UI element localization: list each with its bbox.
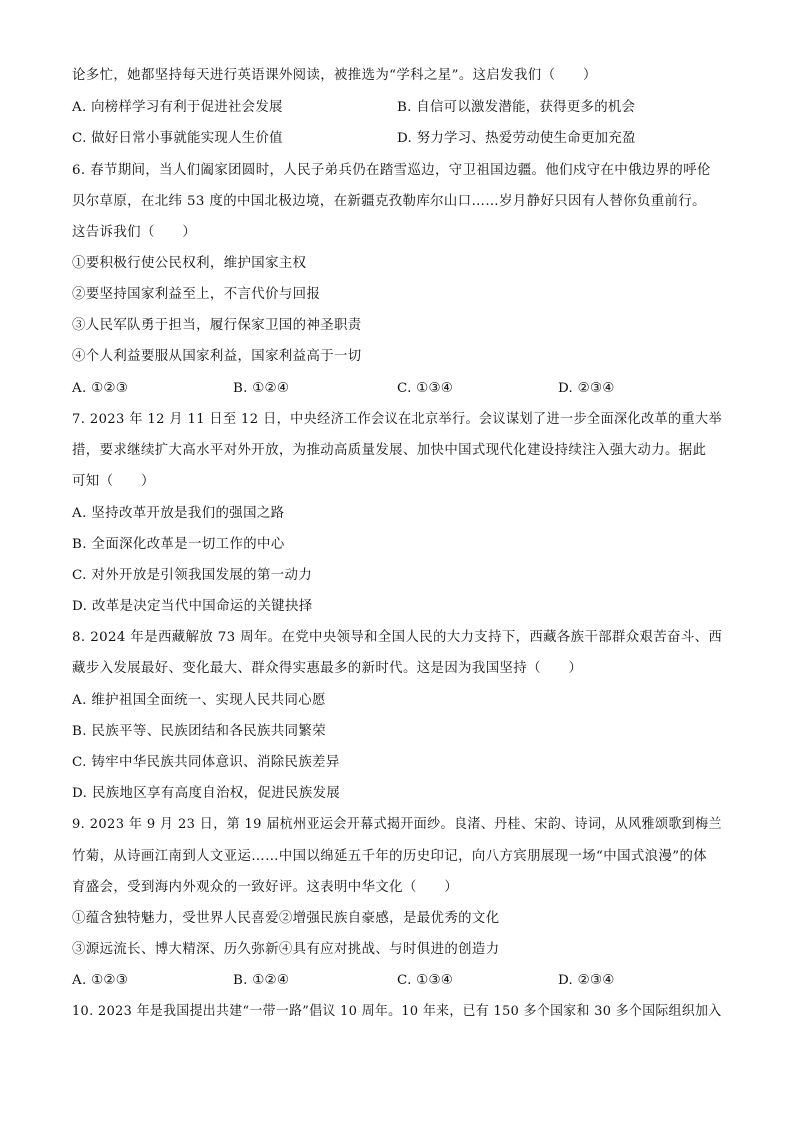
- q7-option-b: B. 全面深化改革是一切工作的中心: [72, 537, 285, 552]
- q7-option-c: C. 对外开放是引领我国发展的第一动力: [72, 568, 313, 583]
- q6-stem-line-1: 6. 春节期间，当人们阖家团圆时，人民子弟兵仍在踏雪巡边，守卫祖国边疆。他们戍守在中俄边界的呼伦: [72, 163, 711, 178]
- q9-stem-line-3: 育盛会，受到海内外观众的一致好评。这表明中华文化（ ）: [72, 880, 459, 895]
- q8-option-d: D. 民族地区享有高度自治权，促进民族发展: [72, 786, 341, 801]
- q9-statements-line-2: ③源远流长、博大精深、历久弥新④具有应对挑战、与时俱进的创造力: [72, 942, 500, 957]
- q10-stem-line-1: 10. 2023 年是我国提出共建“一带一路”倡议 10 周年。10 年来，已有 150 多个国家和 30 多个国际组织加入: [72, 1004, 722, 1019]
- q6-stem-line-2: 贝尔草原，在北纬 53 度的中国北极边境，在新疆克孜勒库尔山口……岁月静好只因有人替你负重前行。: [72, 194, 706, 209]
- q9-choice-b: B. ①②④: [233, 973, 290, 988]
- q6-statement-3: ③人民军队勇于担当，履行保家卫国的神圣职责: [72, 318, 362, 333]
- q9-choice-d: D. ②③④: [558, 973, 615, 988]
- q7-stem-line-3: 可知（ ）: [72, 474, 155, 489]
- q8-stem-line-1: 8. 2024 年是西藏解放 73 周年。在党中央领导和全国人民的大力支持下，西藏各族干部群众艰苦奋斗、西: [72, 630, 723, 645]
- q9-stem-line-1: 9. 2023 年 9 月 23 日，第 19 届杭州亚运会开幕式揭开面纱。良渚、丹桂、宋韵、诗词，从风雅颂歌到梅兰: [72, 817, 722, 832]
- q9-choice-c: C. ①③④: [397, 973, 454, 988]
- q6-choice-c: C. ①③④: [397, 381, 454, 396]
- q6-stem-line-3: 这告诉我们（ ）: [72, 225, 197, 240]
- q8-option-c: C. 铸牢中华民族共同体意识、消除民族差异: [72, 755, 340, 770]
- q6-statement-1: ①要积极行使公民权利，维护国家主权: [72, 256, 307, 271]
- q8-option-b: B. 民族平等、民族团结和各民族共同繁荣: [72, 724, 326, 739]
- q9-statements-line-1: ①蕴含独特魅力，受世界人民喜爱②增强民族自豪感，是最优秀的文化: [72, 911, 500, 926]
- q5-option-b: B. 自信可以激发潜能，获得更多的机会: [397, 100, 636, 115]
- q7-option-a: A. 坚持改革开放是我们的强国之路: [72, 506, 285, 521]
- q7-stem-line-1: 7. 2023 年 12 月 11 日至 12 日，中央经济工作会议在北京举行。会议谋划了进一步全面深化改革的重大举: [72, 412, 723, 427]
- q6-statement-4: ④个人利益要服从国家利益，国家利益高于一切: [72, 349, 362, 364]
- q5-option-c: C. 做好日常小事就能实现人生价值: [72, 131, 283, 146]
- q6-choice-d: D. ②③④: [558, 381, 615, 396]
- q6-choice-a: A. ①②③: [72, 381, 128, 396]
- q5-option-d: D. 努力学习、热爱劳动使生命更加充盈: [397, 131, 636, 146]
- q9-choice-a: A. ①②③: [72, 973, 128, 988]
- q5-option-a: A. 向榜样学习有利于促进社会发展: [72, 100, 283, 115]
- q6-statement-2: ②要坚持国家利益至上，不言代价与回报: [72, 287, 321, 302]
- q9-stem-line-2: 竹菊，从诗画江南到人文亚运……中国以绵延五千年的历史印记，向八方宾朋展现一场“中国式浪漫”的体: [72, 849, 708, 864]
- q7-stem-line-2: 措，要求继续扩大高水平对外开放，为推动高质量发展、加快中国式现代化建设持续注入强大动力。据此: [72, 443, 707, 458]
- q7-option-d: D. 改革是决定当代中国命运的关键抉择: [72, 599, 313, 614]
- q5-stem-tail: 论多忙，她都坚持每天进行英语课外阅读，被推选为“学科之星”。这启发我们（ ）: [72, 68, 597, 83]
- q8-stem-line-2: 藏步入发展最好、变化最大、群众得实惠最多的新时代。这是因为我国坚持（ ）: [72, 661, 583, 676]
- q8-option-a: A. 维护祖国全面统一、实现人民共同心愿: [72, 693, 326, 708]
- q6-choice-b: B. ①②④: [233, 381, 290, 396]
